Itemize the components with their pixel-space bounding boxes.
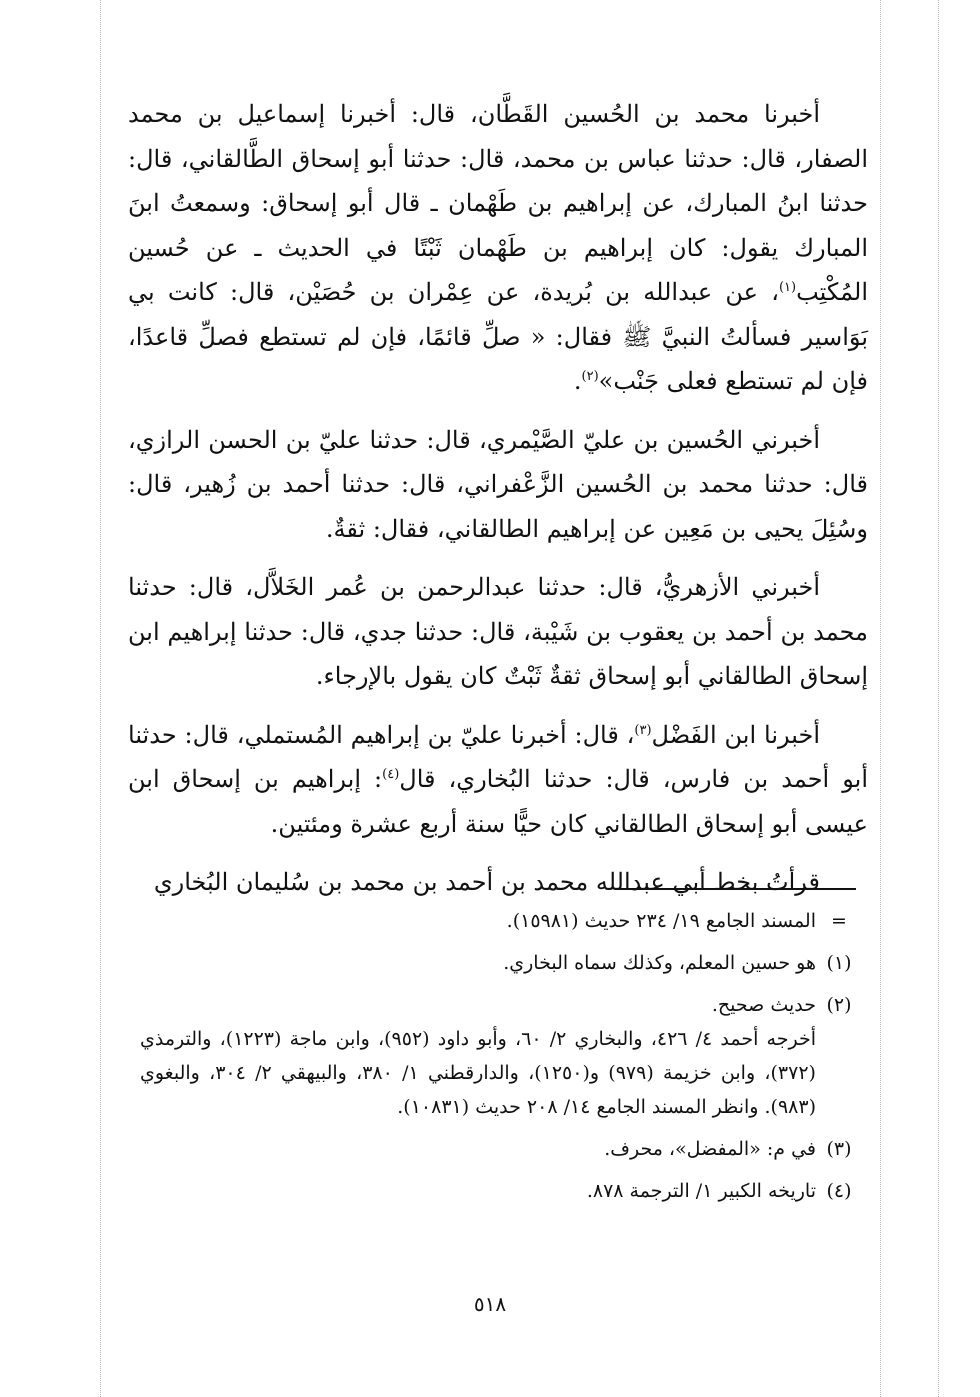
footnote-text: المسند الجامع ١٩/ ٢٣٤ حديث (١٥٩٨١). bbox=[506, 910, 816, 932]
footnote-body bbox=[140, 988, 816, 1124]
footnote-detail: أخرجه أحمد ٤/ ٤٢٦، والبخاري ٢/ ٦٠، وأبو داود (٩٥٢)، وابن ماجة (١٢٢٣)، والترمذي (٣٧٢)، وابن خزيمة (٩٧٩) و(١٢٥٠)، والدارقطني ١/ ٣٨٠، والبيهقي ٢/ ٣٠٤، والبغوي (٩٨٣). وانظر المسند الجامع ١٤/ ٢٠٨ حديث (١٠٨٣١). bbox=[140, 1028, 816, 1118]
paragraph-1-text-a: أخبرنا محمد بن الحُسين القَطَّان، قال: أخبرنا إسماعيل بن محمد الصفار، قال: حدثنا عباس بن محمد، قال: حدثنا أبو إسحاق الطَّالقاني، قال: حدثنا ابنُ المبارك، عن إبراهيم بن طَهْمان ـ قال أبو إسحاق: وسمعتُ ابنَ المبارك يقول: كان إبراهيم بن طَهْمان ثَبْتًا في الحديث ـ عن حُسين المُكْتِب bbox=[128, 100, 869, 306]
margin-guide-right bbox=[880, 0, 881, 1397]
paragraph-4-text-c: : إبراهيم بن إسحاق ابن عيسى أبو إسحاق الطالقاني كان حيًّا سنة أربع عشرة ومئتين. bbox=[128, 765, 868, 838]
footnote-ref-1[interactable]: (١) bbox=[778, 280, 797, 295]
footnote-mark: (٣) bbox=[826, 1138, 852, 1160]
paragraph-1-text-b: ، عن عبدالله بن بُريدة، عن عِمْران بن حُصَيْن، قال: كانت بي بَوَاسير فسألتُ النبيَّ ﷺ فقال: « صلِّ قائمًا، فإن لم تستطع فصلِّ قاعدًا، فإن لم تستطع فعلى جَنْب» bbox=[128, 278, 868, 395]
footnote-text: تاريخه الكبير ١/ الترجمة ٨٧٨. bbox=[586, 1180, 816, 1202]
page-number: ٥١٨ bbox=[473, 1292, 507, 1316]
paragraph-5: قرأتُ بخط أبي عبدالله محمد بن أحمد بن محمد بن سُليمان البُخاري bbox=[153, 868, 820, 896]
footnote-ref-4[interactable]: (٤) bbox=[382, 767, 400, 782]
footnote-separator bbox=[616, 888, 856, 890]
footnote-continuation bbox=[140, 904, 862, 938]
paragraph-2: أخبرني الحُسين بن عليّ الصَّيْمري، قال: حدثنا عليّ بن الحسن الرازي، قال: حدثنا محمد بن الحُسين الزَّعْفراني، قال: حدثنا أحمد بن زُهير، قال: وسُئِلَ يحيى بن مَعِين عن إبراهيم الطالقاني، فقال: ثقةٌ. bbox=[128, 425, 868, 543]
footnote-1 bbox=[140, 946, 862, 980]
footnote-ref-3[interactable]: (٣) bbox=[634, 722, 652, 738]
footnote-text: هو حسين المعلم، وكذلك سماه البخاري. bbox=[503, 952, 816, 974]
margin-guide-edge bbox=[938, 0, 939, 1397]
paragraph-4-text-b: ، قال: أخبرنا عليّ بن إبراهيم المُستملي، قال: حدثنا أبو أحمد بن فارس، قال: حدثنا البُخاري، قال bbox=[128, 720, 869, 793]
footnote-mark: = bbox=[831, 910, 847, 932]
main-text bbox=[128, 92, 868, 919]
footnotes bbox=[140, 904, 862, 1216]
paragraph-3: أخبرني الأزهريُّ، قال: حدثنا عبدالرحمن بن عُمر الخَلاَّل، قال: حدثنا محمد بن أحمد بن يعقوب بن شَيْبة، قال: حدثنا جدي، قال: حدثنا إبراهيم ابن إسحاق الطالقاني أبو إسحاق ثقةٌ ثَبْتٌ كان يقول بالإرجاء. bbox=[128, 573, 868, 690]
footnote-4 bbox=[140, 1174, 862, 1208]
footnote-3 bbox=[140, 1132, 862, 1166]
margin-guide-left bbox=[100, 0, 101, 1397]
footnote-mark: (١) bbox=[826, 952, 852, 974]
footnote-mark: (٢) bbox=[826, 994, 852, 1016]
paragraph-1 bbox=[128, 92, 868, 404]
paragraph-4 bbox=[128, 713, 868, 847]
paragraph-1-text-c: . bbox=[573, 367, 582, 395]
footnote-text: في م: «المفضل»، محرف. bbox=[604, 1138, 816, 1160]
footnote-ref-2[interactable]: (٢) bbox=[581, 369, 599, 384]
footnote-mark: (٤) bbox=[826, 1180, 852, 1202]
paragraph-4-text-a: أخبرنا ابن الفَضْل bbox=[651, 720, 820, 749]
footnote-2 bbox=[140, 988, 862, 1124]
footnote-text: حديث صحيح. bbox=[711, 994, 816, 1016]
